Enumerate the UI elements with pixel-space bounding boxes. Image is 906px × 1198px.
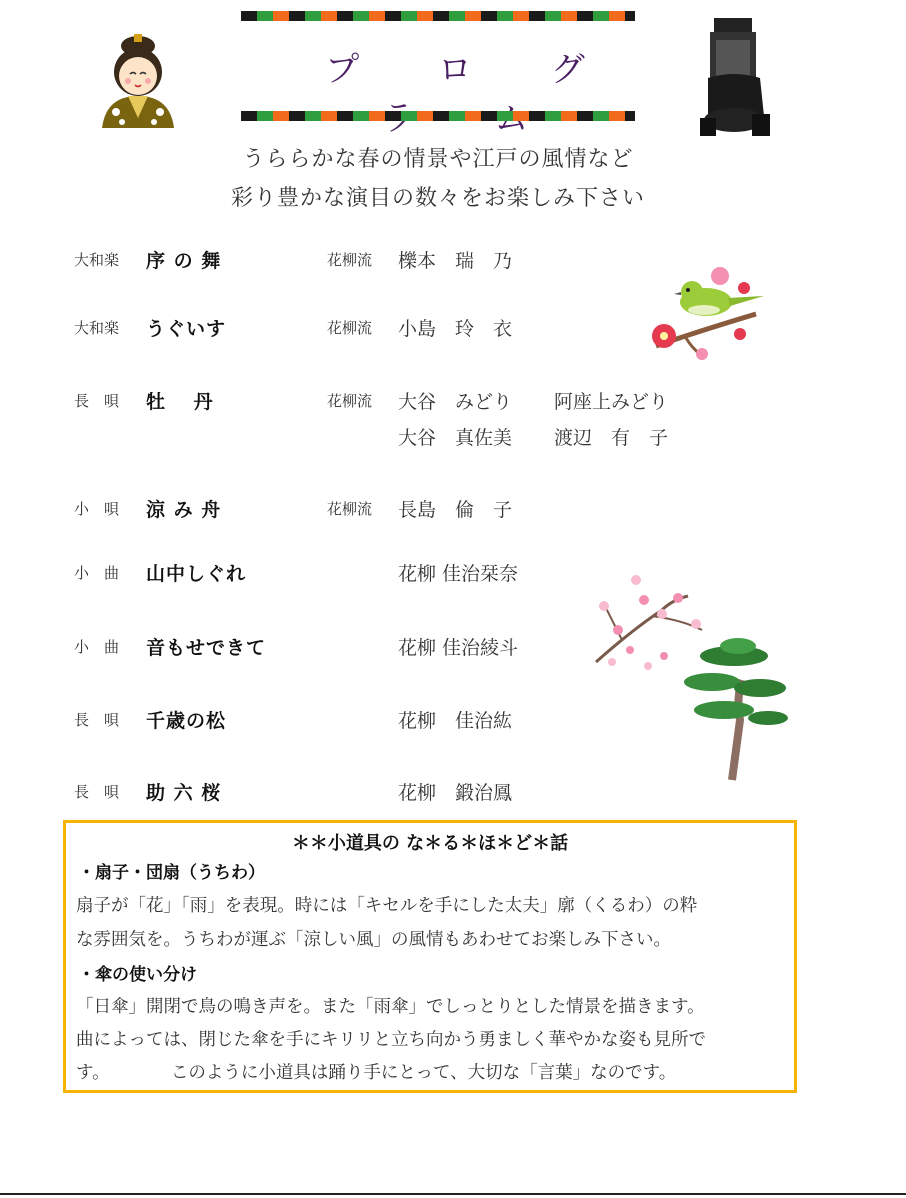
info-text-line: す。 このように小道具は踊り手にとって、大切な「言葉」なのです。 [76,1063,677,1083]
program-piece: 涼 み 舟 [146,499,222,521]
info-section-heading: ・扇子・団扇（うちわ） [78,863,265,883]
program-school: 花柳流 [327,392,373,410]
program-piece: 音もせできて [146,637,267,659]
subtitle-line-2: 彩り豊かな演目の数々をお楽しみ下さい [230,186,645,211]
program-genre: 長 唄 [74,711,120,729]
program-piece: 牡 丹 [146,391,214,413]
program-school: 花柳流 [327,251,373,269]
program-genre: 長 唄 [74,392,120,410]
program-performer: 阿座上みどり [554,391,669,413]
info-box [63,820,797,1093]
info-box-title: ＊＊小道具の な＊る＊ほ＊ど＊話 [291,833,569,854]
info-text-line: 扇子が「花」「雨」を表現。時には「キセルを手にした太夫」廓（くるわ）の粋 [76,896,698,916]
info-section-heading: ・傘の使い分け [78,965,197,985]
top-stripe [241,11,635,21]
program-school: 花柳流 [327,500,373,518]
bottom-stripe [241,111,635,121]
info-text-line: 曲によっては、閉じた傘を手にキリリと立ち向かう勇ましく華やかな姿も見所で [76,1030,706,1050]
program-performer: 花柳 佳治紘 [398,710,513,732]
program-school: 花柳流 [327,319,373,337]
program-piece: 助 六 桜 [146,782,222,804]
program-genre: 小 曲 [74,564,120,582]
kuroko-icon [694,16,776,138]
program-piece: 序 の 舞 [146,250,222,272]
program-piece: 山中しぐれ [146,563,247,585]
program-performer: 櫟本 瑞 乃 [398,250,513,272]
program-performer: 小島 玲 衣 [398,318,513,340]
program-performer: 渡辺 有 子 [554,427,669,449]
page-bottom-border [0,1193,906,1195]
program-row [0,387,906,457]
info-text-line: 「日傘」開閉で鳥の鳴き声を。また「雨傘」でしっとりとした情景を描きます。 [76,997,705,1017]
uguisu-plum-icon [646,262,772,362]
program-performer: 大谷 真佐美 [398,427,513,449]
program-row [0,778,906,818]
program-performer: 花柳 鍛治鳳 [398,782,513,804]
subtitle-line-1: うららかな春の情景や江戸の風情など [242,147,634,172]
program-performer: 長島 倫 子 [398,499,513,521]
sakura-pine-icon [592,570,792,782]
page-title: プ ロ グ [325,50,619,90]
program-genre: 長 唄 [74,783,120,801]
program-piece: 千歳の松 [146,710,227,732]
program-genre: 小 唄 [74,500,120,518]
doll-girl-icon [92,30,184,130]
program-genre: 小 曲 [74,638,120,656]
program-genre: 大和楽 [74,251,120,269]
program-row [0,495,906,535]
info-text-line: な雰囲気を。うちわが運ぶ「涼しい風」の風情もあわせてお楽しみ下さい。 [76,930,671,950]
program-piece: うぐいす [146,318,227,340]
program-genre: 大和楽 [74,319,120,337]
program-performer: 花柳 佳治綾斗 [398,637,519,659]
program-performer: 花柳 佳治栞奈 [398,563,519,585]
program-performer: 大谷 みどり [398,391,513,413]
